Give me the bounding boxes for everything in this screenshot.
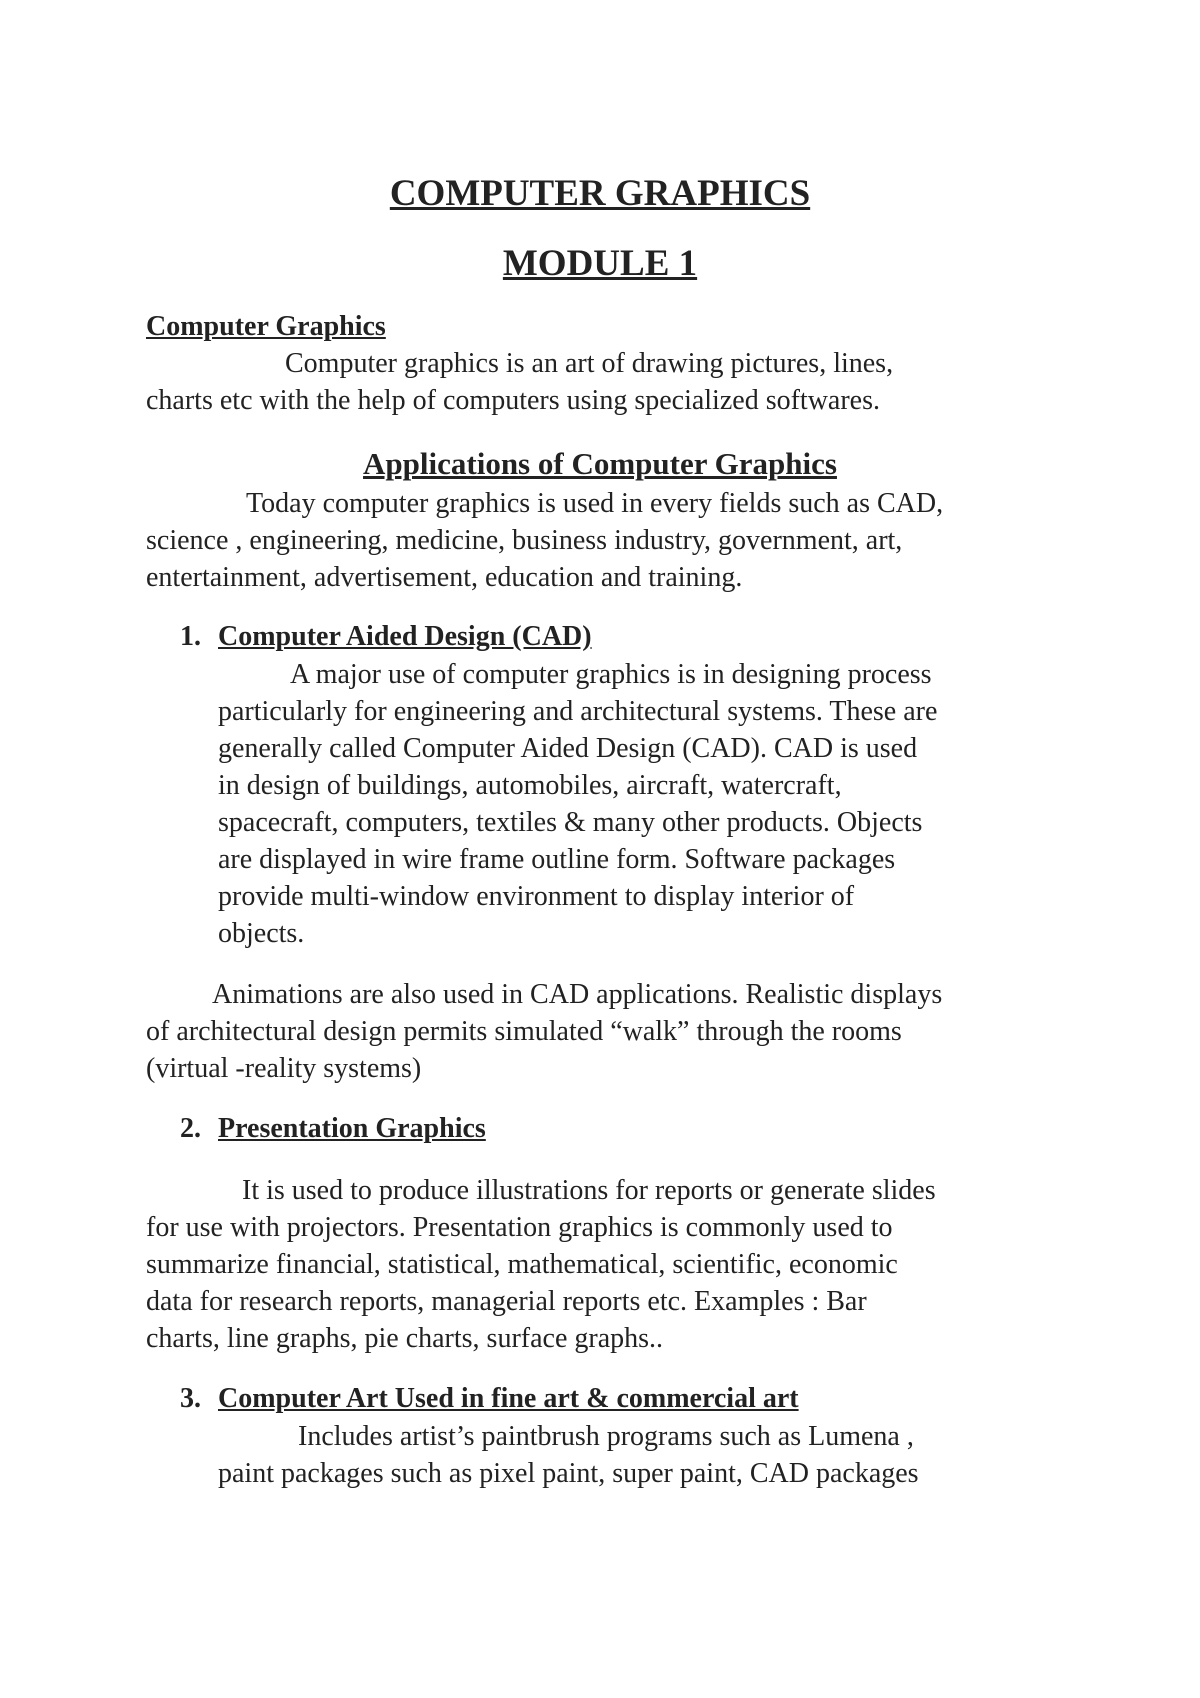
section-heading-applications: Applications of Computer Graphics [363, 446, 837, 481]
paragraph-line: (virtual -reality systems) [146, 1053, 422, 1084]
paragraph-line: charts, line graphs, pie charts, surface graphs.. [146, 1323, 664, 1354]
paragraph-line: Today computer graphics is used in every fields such as CAD, [246, 488, 944, 519]
paragraph-line: science , engineering, medicine, business industry, government, art, [146, 525, 903, 556]
list-heading-cad: Computer Aided Design (CAD) [218, 621, 592, 652]
list-heading-computer-art: Computer Art Used in fine art & commercial art [218, 1383, 799, 1414]
paragraph-line: Includes artist’s paintbrush programs such as Lumena , [298, 1421, 914, 1452]
paragraph-line: It is used to produce illustrations for reports or generate slides [242, 1175, 936, 1206]
paragraph-line: of architectural design permits simulated “walk” through the rooms [146, 1016, 902, 1047]
paragraph-line: Computer graphics is an art of drawing pictures, lines, [285, 348, 894, 379]
paragraph-line: data for research reports, managerial reports etc. Examples : Bar [146, 1286, 867, 1317]
paragraph-line: summarize financial, statistical, mathematical, scientific, economic [146, 1249, 898, 1280]
paragraph-line: A major use of computer graphics is in designing process [290, 659, 932, 690]
list-number-1: 1. [180, 621, 201, 652]
document-title: COMPUTER GRAPHICS [389, 173, 811, 214]
paragraph-line: provide multi-window environment to display interior of [218, 881, 855, 912]
paragraph-line: entertainment, advertisement, education and training. [146, 562, 743, 593]
section-heading-computer-graphics: Computer Graphics [146, 311, 386, 342]
paragraph-line: spacecraft, computers, textiles & many other products. Objects [218, 807, 923, 838]
paragraph-line: particularly for engineering and architectural systems. These are [218, 696, 938, 727]
paragraph-line: paint packages such as pixel paint, super paint, CAD packages [218, 1458, 919, 1489]
paragraph-line: for use with projectors. Presentation graphics is commonly used to [146, 1212, 893, 1243]
paragraph-line: objects. [218, 918, 305, 949]
paragraph-line: in design of buildings, automobiles, aircraft, watercraft, [218, 770, 842, 801]
module-title: MODULE 1 [502, 243, 698, 284]
list-number-2: 2. [180, 1113, 201, 1144]
paragraph-line: generally called Computer Aided Design (CAD). CAD is used [218, 733, 918, 764]
paragraph-line: charts etc with the help of computers using specialized softwares. [146, 385, 880, 416]
list-heading-presentation-graphics: Presentation Graphics [218, 1113, 486, 1144]
paragraph-line: are displayed in wire frame outline form. Software packages [218, 844, 896, 875]
list-number-3: 3. [180, 1383, 201, 1414]
paragraph-line: Animations are also used in CAD applications. Realistic displays [212, 979, 943, 1010]
